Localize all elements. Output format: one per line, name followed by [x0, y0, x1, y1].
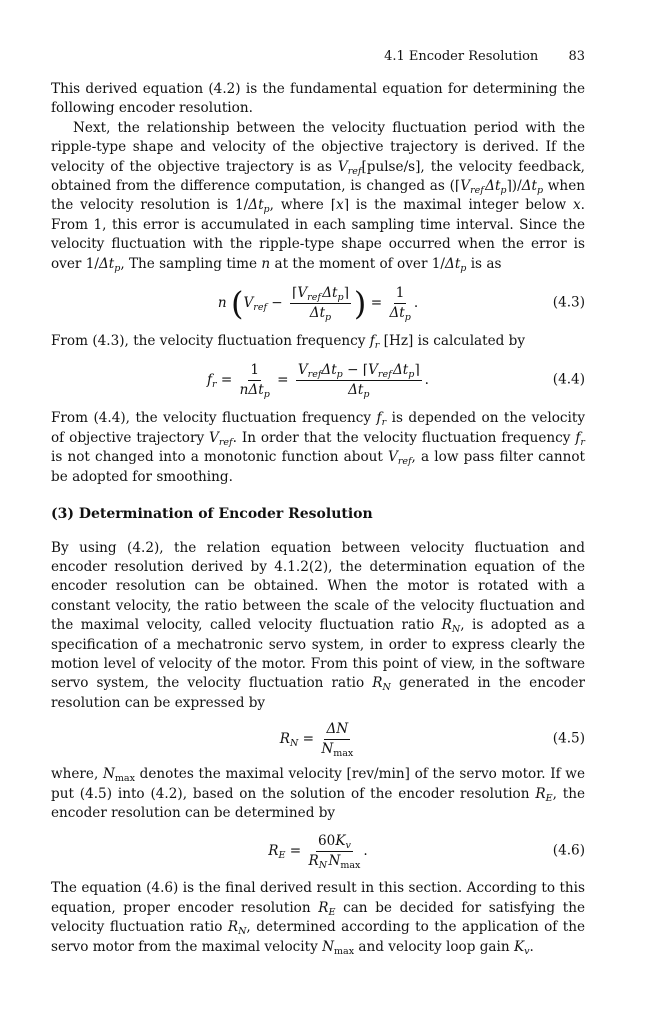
paragraph-2: Next, the relationship between the velocity fluctuation period with the ripple-type shape and velocity of the objective trajectory is derived. If the velocity of the objective trajectory is as $V_{ref}[pulse/s]$, the velocity feedback, obtained from the difference computation, is changed as ($⌈V_{ref}$ $\Delta t_p⌉)/\Delta t_p$ when the velocity resolution is $1/\Delta t_p$, where ⌈x⌉ is the maximal integer below x. From 1, this error is accumulated in each sampling time interval. Since the velocity fluctuation with the ripple-type shape occurred when the error is over $1/\Delta t_p$, The sampling time n at the moment of over $1/\Delta t_p$ is as: [51, 119, 585, 274]
paragraph-5: By using (4.2), the relation equation between velocity fluctuation and encoder resolution derived by 4.1.2(2), the determination equation of the encoder resolution can be obtained. When the motor is rotated with a constant velocity, the ratio between the scale of the velocity fluctuation and the maximal velocity, called velocity fluctuation ratio $R_N$, is adopted as a specification of a mechatronic servo system, in order to express clearly the motion level of velocity of the motor. From this point of view, in the software servo system, the velocity fluctuation ratio $R_N$ generated in the encoder resolution can be expressed by: [51, 539, 585, 711]
paragraph-1: This derived equation (4.2) is the fundamental equation for determining the following encoder resolution.: [51, 81, 585, 117]
equation-4-5: $R_N$ = $\frac{\Delta N}{N_{max}}$ (4.5): [279, 720, 585, 759]
equation-4-6: $R_E$ = $\frac{60K_v}{R_N N_{max}}$ . (4.6): [268, 832, 585, 871]
equation-4-4: $f_r$ = $\frac{1}{n\Delta t_p}$ = $\frac{V_{ref}\Delta t_p - ⌈V_{ref} \Delta t_p⌉}{\Delta t_p}$ . (4.4): [207, 361, 585, 400]
equation-number: (4.5): [552, 730, 585, 747]
page-number: 83: [568, 49, 585, 64]
running-header: [384, 49, 585, 64]
equation-number: (4.3): [552, 294, 585, 311]
body-text: [51, 80, 585, 957]
equation-number: (4.4): [552, 371, 585, 388]
paragraph-7: The equation (4.6) is the final derived result in this section. According to this equation, proper encoder resolution $R_E$ can be decided for satisfying the velocity fluctuation ratio $R_N$, determined according to the application of the servo motor from the maximal velocity $N_{max}$ and velocity loop gain $K_v$.: [51, 880, 585, 957]
paragraph-3: From (4.3), the velocity fluctuation frequency $f_r$ [Hz] is calculated by: [51, 333, 526, 352]
paragraph-4: From (4.4), the velocity fluctuation frequency $f_r$ is depended on the velocity of objective trajectory $V_{ref}$. In order that the velocity fluctuation frequency $f_r$ is not changed into a monotonic function about $V_{ref}$, a low pass filter cannot be adopted for smoothing.: [51, 410, 585, 485]
section-heading: (3) Determination of Encoder Resolution: [51, 506, 373, 523]
equation-number: (4.6): [552, 842, 585, 859]
equation-4-3: n ($V_{ref}$ − $\frac{⌈V_{ref} \Delta t_p⌉}{\Delta t_p}$ ) = $\frac{1}{\Delta t_p}$ . (4.3): [217, 284, 585, 323]
paragraph-6: where, $N_{max}$ denotes the maximal velocity [rev/min] of the servo motor. If we put (4.5) into (4.2), based on the solution of the encoder resolution $R_E$, the encoder resolution can be determined by: [51, 766, 586, 821]
header-section-title: 4.1 Encoder Resolution: [384, 49, 539, 64]
